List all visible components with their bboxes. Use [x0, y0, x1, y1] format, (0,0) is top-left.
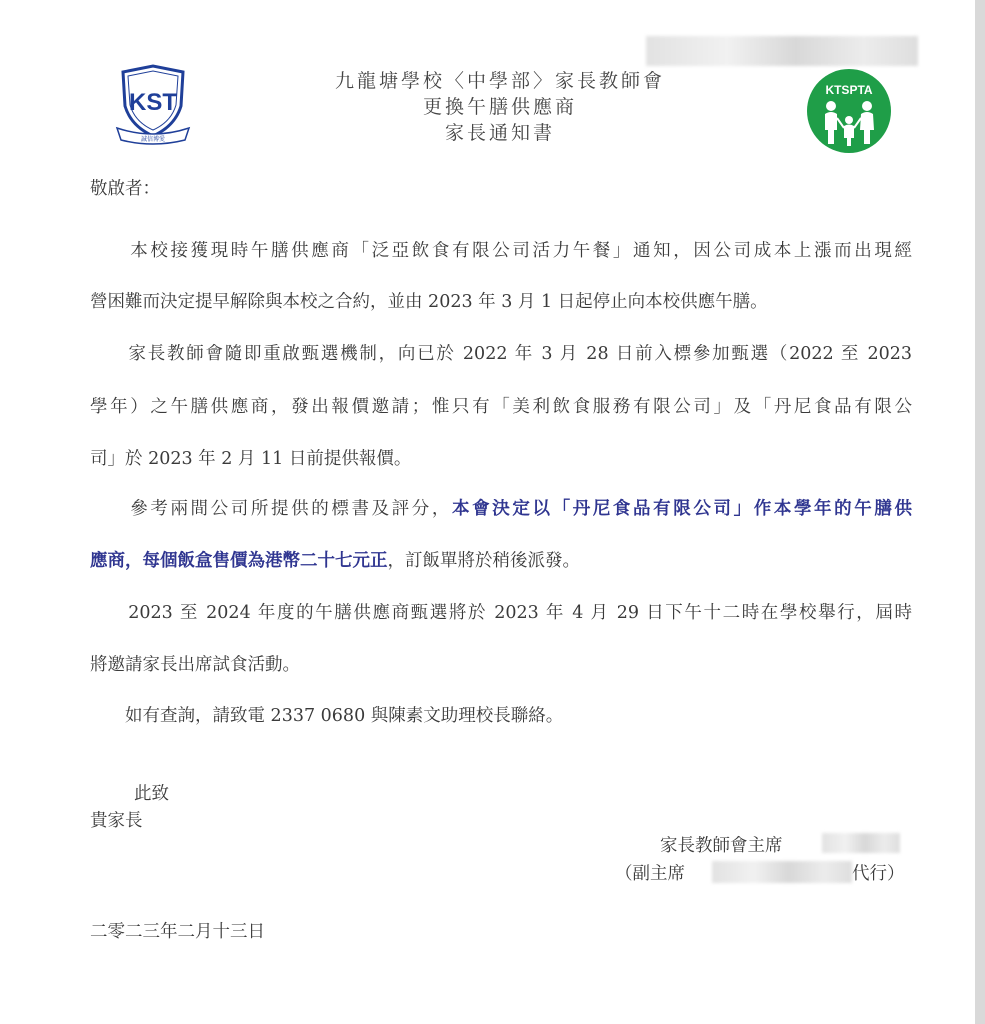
redacted-header-block [646, 36, 918, 66]
vertical-scrollbar[interactable] [975, 0, 985, 1024]
paragraph-3-line-1 [90, 482, 912, 536]
signature-vice-suffix: 代行） [852, 864, 905, 884]
paragraph-3-price: 應商，每個飯盒售價為港幣二十七元正 [90, 551, 388, 571]
paragraph-2-line-2: 學年）之午膳供應商，發出報價邀請；惟只有「美利飲食服務有限公司」及「丹尼食品有限公 [90, 397, 912, 417]
salutation: 敬啟者： [90, 179, 160, 199]
paragraph-4-line-2: 將邀請家長出席試食活動。 [90, 655, 300, 675]
paragraph-3-order-note: ，訂飯單將於稍後派發。 [387, 551, 580, 571]
letter-date: 二零二三年二月十三日 [90, 922, 265, 942]
pta-logo [806, 68, 892, 154]
closing-line-2: 貴家長 [90, 811, 143, 831]
school-logo-ribbon-text: 誠信博愛 [140, 136, 166, 143]
pta-logo-text: KTSPTA [825, 83, 873, 97]
school-logo-text: KST [129, 89, 177, 116]
letter-header [250, 68, 750, 146]
paragraph-3-line-2 [90, 534, 912, 588]
paragraph-3-decision: 本會決定以「丹尼食品有限公司」作本學年的午膳供 [452, 499, 913, 519]
header-school-name: 九龍塘學校〈中學部〉家長教師會 [334, 70, 665, 92]
paragraph-3-intro: 參考兩間公司所提供的標書及評分， [90, 499, 453, 519]
signature-vice-prefix: （副主席 [615, 864, 685, 884]
paragraph-2-line-1: 家長教師會隨即重啟甄選機制，向已於 2022 年 3 月 28 日前入標參加甄選（2022 至 2023 [90, 344, 912, 364]
signature-chair-title: 家長教師會主席 [660, 836, 783, 856]
redacted-chair-name [822, 833, 900, 853]
paragraph-1-line-2: 營困難而決定提早解除與本校之合約，並由 2023 年 3 月 1 日起停止向本校供應午膳。 [90, 292, 768, 312]
paragraph-4-line-1: 2023 至 2024 年度的午膳供應商甄選將於 2023 年 4 月 29 日下午十二時在學校舉行，屆時 [90, 603, 912, 623]
header-subject: 更換午膳供應商 [422, 96, 577, 118]
redacted-vice-name [712, 861, 852, 883]
closing-line-1: 此致 [134, 784, 169, 804]
paragraph-5-line-1: 如有查詢，請致電 2337 0680 與陳素文助理校長聯絡。 [90, 706, 564, 726]
paragraph-1-line-1: 本校接獲現時午膳供應商「泛亞飲食有限公司活力午餐」通知，因公司成本上漲而出現經 [90, 241, 912, 261]
header-doc-type: 家長通知書 [444, 122, 555, 144]
paragraph-2-line-3: 司」於 2023 年 2 月 11 日前提供報價。 [90, 449, 412, 469]
school-logo [115, 64, 191, 148]
